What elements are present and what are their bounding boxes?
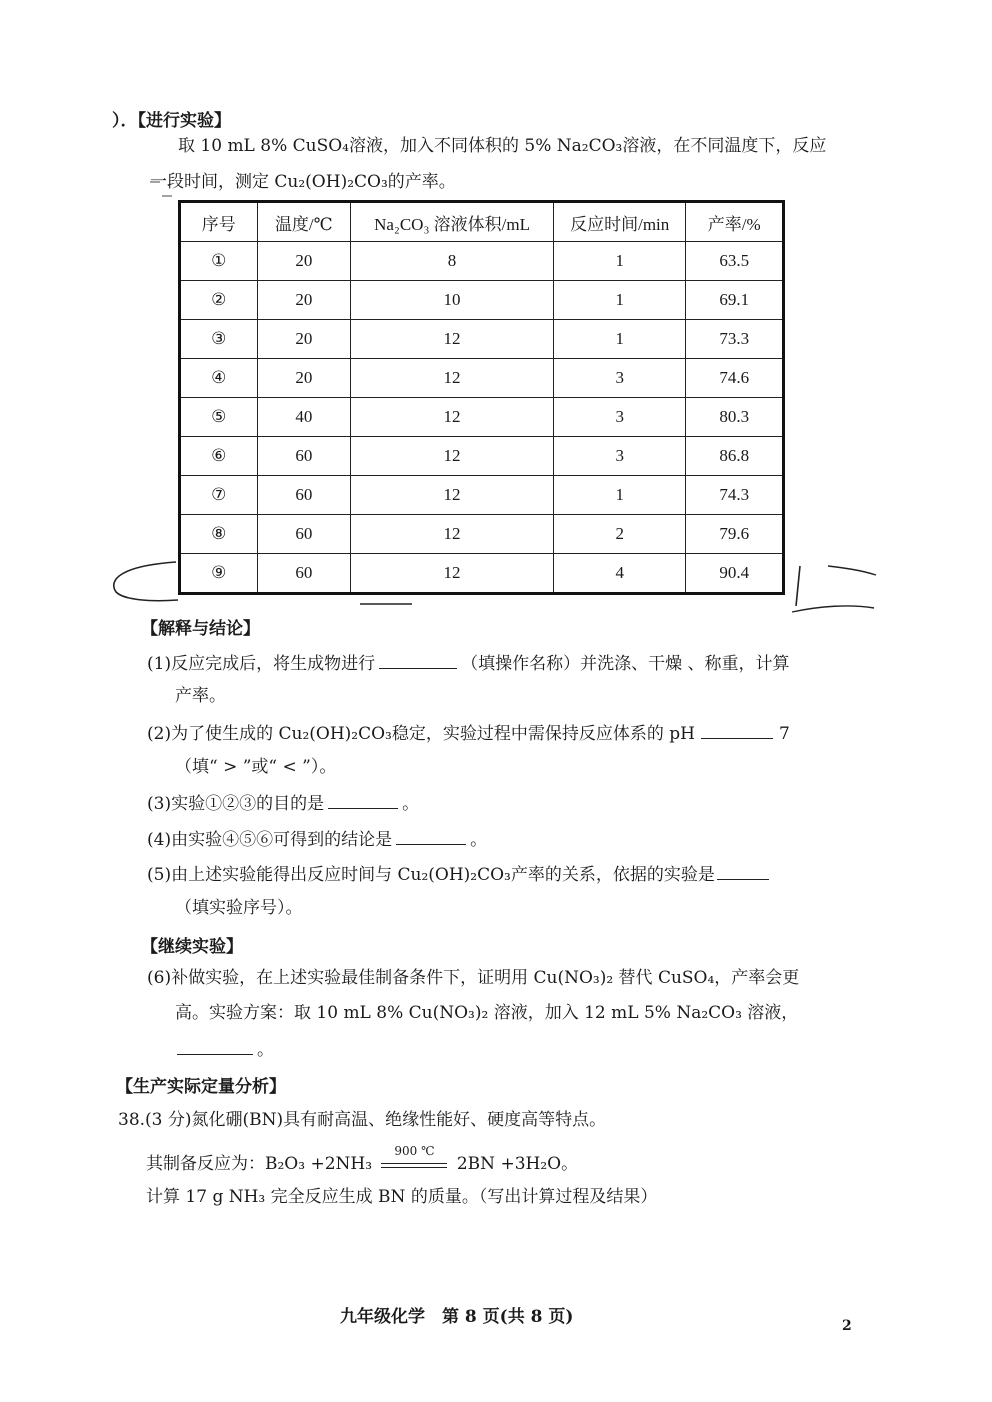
cell-index: ⑧ (180, 515, 258, 554)
question-5-text-a: (5)由上述实验能得出反应时间与 Cu₂(OH)₂CO₃产率的关系，依据的实验是 (147, 865, 715, 885)
cell-temperature: 20 (257, 281, 350, 320)
cell-index: ② (180, 281, 258, 320)
cell-volume: 12 (351, 437, 554, 476)
cell-volume: 8 (351, 242, 554, 281)
cell-volume: 12 (351, 515, 554, 554)
header-time: 反应时间/min (554, 202, 686, 242)
question-4 (147, 826, 487, 852)
cell-temperature: 40 (257, 398, 350, 437)
cell-yield: 73.3 (686, 320, 784, 359)
cell-yield: 74.6 (686, 359, 784, 398)
question-6-line2: 高。实验方案：取 10 mL 8% Cu(NO₃)₂ 溶液，加入 12 mL 5% Na₂CO₃ 溶液， (175, 1003, 799, 1023)
reaction-arrow (381, 1143, 447, 1175)
header-index: 序号 (180, 202, 258, 242)
question-4-text-b: 。 (470, 830, 488, 850)
question-38-task: 计算 17 g NH₃ 完全反应生成 BN 的质量。（写出计算过程及结果） (146, 1187, 658, 1207)
question-1-text-b: （填操作名称）并洗涤、干燥 、称重，计算 (461, 654, 790, 674)
experiment-intro-line2: 一段时间，测定 Cu₂(OH)₂CO₃的产率。 (150, 172, 456, 192)
question-1 (147, 650, 790, 676)
cell-temperature: 20 (257, 359, 350, 398)
answer-blank-1[interactable] (379, 650, 457, 669)
cell-index: ① (180, 242, 258, 281)
question-3-text-b: 。 (402, 794, 420, 814)
cell-volume: 12 (351, 359, 554, 398)
question-2-text-a: (2)为了使生成的 Cu₂(OH)₂CO₃稳定，实验过程中需保持反应体系的 pH (147, 724, 695, 744)
answer-blank-5[interactable] (717, 861, 769, 880)
cell-time: 3 (554, 359, 686, 398)
question-5-continuation: （填实验序号）。 (175, 898, 303, 918)
corner-mark: 2 (842, 1318, 852, 1334)
question-2 (147, 720, 790, 746)
question-4-text-a: (4)由实验④⑤⑥可得到的结论是 (147, 830, 393, 850)
cell-index: ③ (180, 320, 258, 359)
page-footer: 九年级化学 第 8 页(共 8 页) (340, 1307, 574, 1327)
question-5 (147, 861, 771, 887)
cell-temperature: 20 (257, 242, 350, 281)
header-temperature: 温度/℃ (257, 202, 350, 242)
question-1-text-a: (1)反应完成后，将生成物进行 (147, 654, 376, 674)
reaction-condition: 900 ℃ (394, 1143, 435, 1158)
question-2-text-b: 7 (778, 724, 790, 744)
cell-yield: 86.8 (686, 437, 784, 476)
question-38: 38.(3 分)氮化硼(BN)具有耐高温、绝缘性能好、硬度高等特点。 (118, 1110, 607, 1130)
equation-left: 其制备反应为：B₂O₃ +2NH₃ (146, 1154, 373, 1174)
cell-volume: 10 (351, 281, 554, 320)
header-yield: 产率/% (686, 202, 784, 242)
question-6-line1: (6)补做实验，在上述实验最佳制备条件下，证明用 Cu(NO₃)₂ 替代 CuSO₄，产率会更 (147, 968, 800, 988)
cell-volume: 12 (351, 476, 554, 515)
question-6-line3 (177, 1036, 274, 1062)
answer-blank-2[interactable] (701, 720, 773, 739)
cell-volume: 12 (351, 554, 554, 594)
cell-time: 1 (554, 281, 686, 320)
cell-yield: 90.4 (686, 554, 784, 594)
cell-yield: 79.6 (686, 515, 784, 554)
cell-temperature: 60 (257, 476, 350, 515)
cell-index: ⑤ (180, 398, 258, 437)
section-heading-conclusion: 【解释与结论】 (141, 619, 260, 639)
answer-blank-4[interactable] (396, 826, 466, 845)
cell-index: ⑦ (180, 476, 258, 515)
question-38-equation (146, 1143, 579, 1176)
question-2-continuation: （填“ > ”或“ < ”）。 (175, 757, 337, 777)
experiment-intro-line1: 取 10 mL 8% CuSO₄溶液，加入不同体积的 5% Na₂CO₃溶液，在不同温度下，反应 (178, 136, 827, 156)
cell-index: ⑨ (180, 554, 258, 594)
answer-blank-6[interactable] (177, 1036, 253, 1055)
section-heading-continue: 【继续实验】 (141, 937, 243, 957)
header-volume: Na₂CO₃ 溶液体积/mL (351, 202, 554, 242)
cell-time: 1 (554, 320, 686, 359)
question-3 (147, 790, 419, 816)
cell-volume: 12 (351, 398, 554, 437)
cell-time: 3 (554, 398, 686, 437)
section-heading-analysis: 【生产实际定量分析】 (116, 1077, 286, 1097)
question-1-continuation: 产率。 (175, 686, 226, 706)
cell-time: 2 (554, 515, 686, 554)
cell-temperature: 60 (257, 515, 350, 554)
section-heading-experiment: ）．【进行实验】 (112, 111, 231, 131)
cell-temperature: 60 (257, 437, 350, 476)
answer-blank-3[interactable] (328, 790, 398, 809)
equation-right: 2BN +3H₂O。 (456, 1154, 579, 1174)
cell-yield: 69.1 (686, 281, 784, 320)
cell-yield: 80.3 (686, 398, 784, 437)
cell-yield: 63.5 (686, 242, 784, 281)
cell-time: 1 (554, 242, 686, 281)
cell-time: 1 (554, 476, 686, 515)
cell-temperature: 20 (257, 320, 350, 359)
cell-volume: 12 (351, 320, 554, 359)
cell-yield: 74.3 (686, 476, 784, 515)
cell-index: ⑥ (180, 437, 258, 476)
cell-time: 4 (554, 554, 686, 594)
question-3-text-a: (3)实验①②③的目的是 (147, 794, 325, 814)
cell-index: ④ (180, 359, 258, 398)
cell-temperature: 60 (257, 554, 350, 594)
question-6-end: 。 (257, 1040, 274, 1060)
cell-time: 3 (554, 437, 686, 476)
